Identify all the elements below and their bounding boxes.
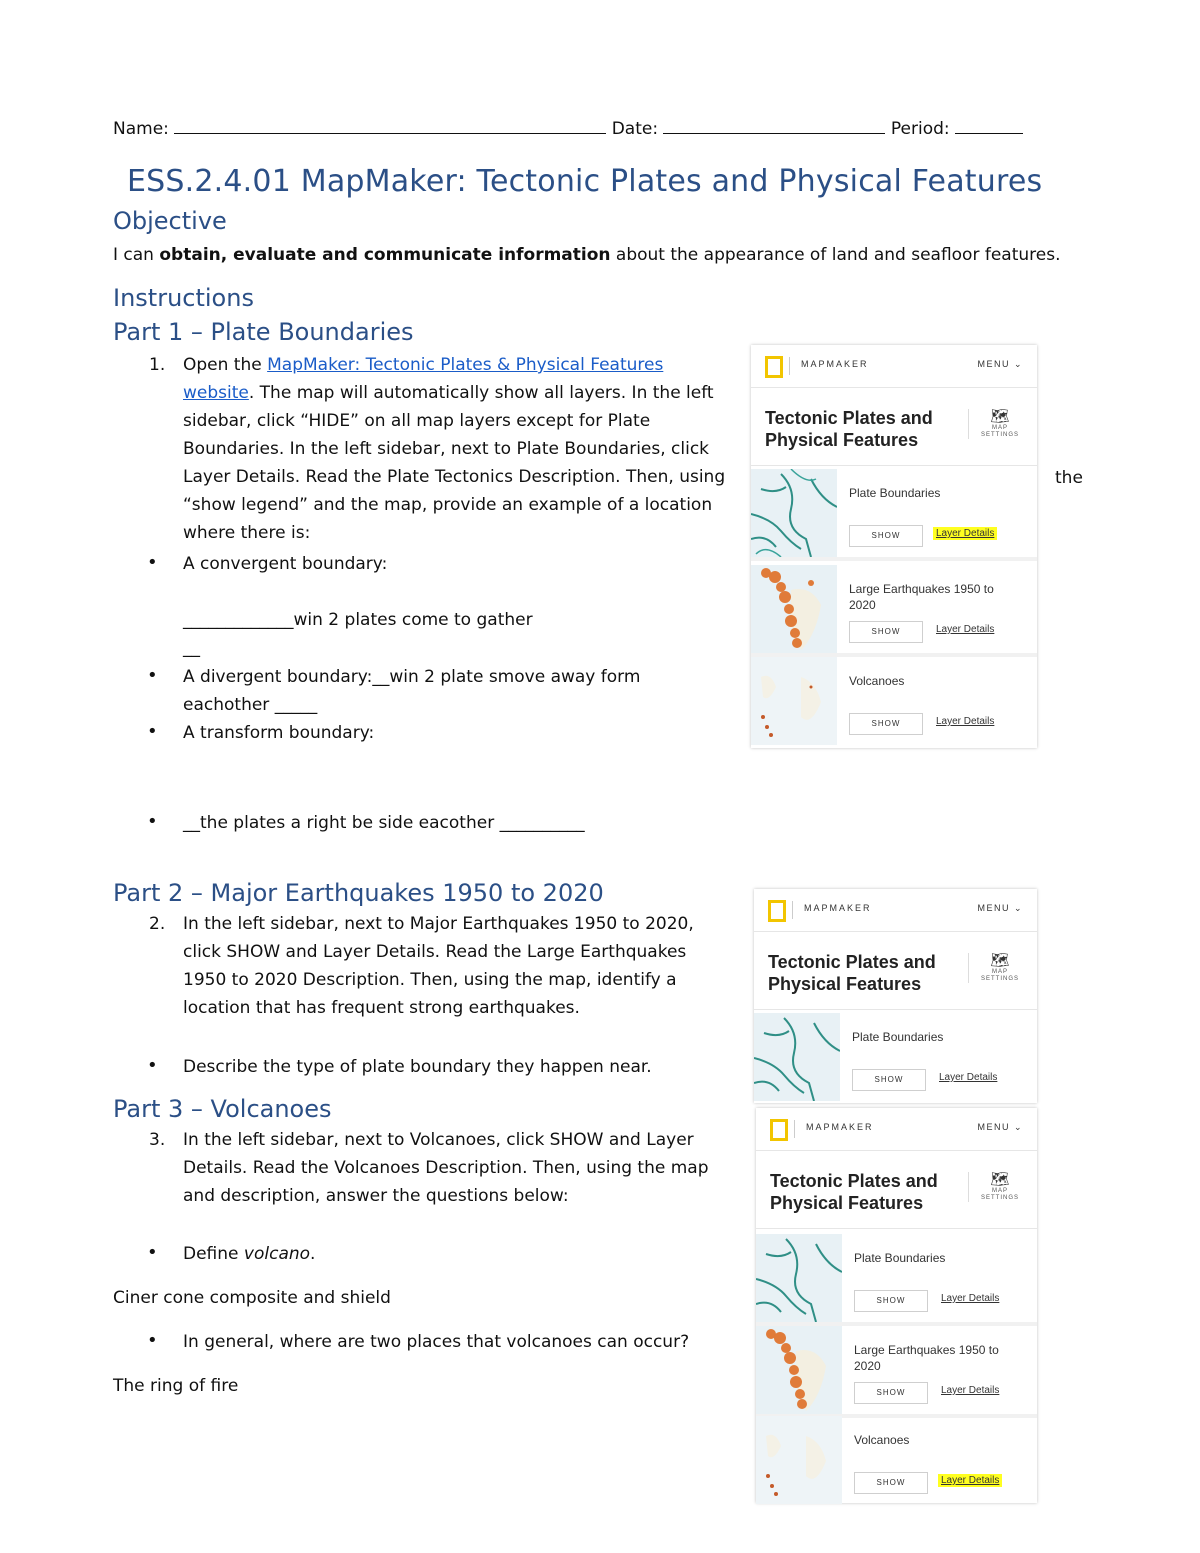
convergent-answer: _____________win 2 plates come to gather [183, 610, 533, 630]
show-button[interactable]: SHOW [849, 713, 923, 735]
layer-plate-boundaries [756, 1234, 1037, 1326]
answer-volcano-types: Ciner cone composite and shield [113, 1288, 391, 1308]
step-3-text: In the left sidebar, next to Volcanoes, click SHOW and Layer Details. Read the Volcanoes Description. Then, using the map and description, answer the questions below: [183, 1130, 709, 1206]
earthquakes-thumbnail [751, 565, 837, 653]
objective-heading: Objective [113, 207, 227, 235]
bullet-dot: • [147, 1330, 158, 1351]
layer-name: Volcanoes [849, 674, 905, 688]
menu-button[interactable]: MENU ⌄ [977, 1122, 1023, 1132]
name-field[interactable] [174, 115, 606, 134]
convergent-label: A convergent boundary: [183, 554, 388, 574]
layer-name: Plate Boundaries [854, 1251, 946, 1265]
part2-bullet: Describe the type of plate boundary they happen near. [183, 1057, 652, 1077]
mapmaker-brand: MAPMAKER [801, 359, 869, 369]
period-label: Period: [890, 119, 950, 139]
transform-label: A transform boundary: [183, 723, 375, 743]
define-volcano: Define volcano. [183, 1244, 316, 1264]
volcanoes-thumbnail [756, 1416, 842, 1504]
layer-name: Volcanoes [854, 1433, 910, 1447]
mapmaker-header [751, 345, 1037, 388]
natgeo-logo-icon [770, 1119, 788, 1141]
earthquakes-thumbnail [756, 1326, 842, 1414]
layer-large-earthquakes [756, 1326, 1037, 1418]
mapmaker-header [756, 1108, 1037, 1151]
map-icon: 🗺 [990, 408, 1010, 425]
layer-plate-boundaries [754, 1013, 1037, 1101]
transform-answer: __the plates a right be side eacother __________ [183, 813, 585, 833]
mapmaker-header [754, 889, 1037, 932]
layer-plate-boundaries [751, 469, 1037, 561]
layer-details-link[interactable]: Layer Details [936, 624, 995, 635]
map-settings-button[interactable]: 🗺 MAP SETTINGS [968, 953, 1025, 983]
map-title: Tectonic Plates and Physical Features [765, 408, 933, 450]
part2-heading: Part 2 – Major Earthquakes 1950 to 2020 [113, 879, 604, 907]
show-button[interactable]: SHOW [849, 525, 923, 547]
divergent-label: A divergent boundary:__win 2 plate smove away form [183, 667, 641, 687]
plate-boundaries-thumbnail [751, 469, 837, 557]
mapmaker-brand: MAPMAKER [804, 903, 872, 913]
step-number-3: 3. [149, 1130, 166, 1150]
instructions-heading: Instructions [113, 284, 254, 312]
answer-ring-of-fire: The ring of fire [113, 1376, 239, 1396]
map-title: Tectonic Plates and Physical Features [768, 952, 936, 994]
layer-name: Large Earthquakes 1950 to 2020 [854, 1343, 999, 1373]
question-volcano-places: In general, where are two places that volcanoes can occur? [183, 1332, 690, 1352]
map-icon: 🗺 [990, 1171, 1010, 1188]
bullet-dot: • [147, 721, 158, 742]
layer-name: Large Earthquakes 1950 to 2020 [849, 582, 994, 612]
volcanoes-thumbnail [751, 657, 837, 745]
show-button[interactable]: SHOW [852, 1069, 926, 1091]
objective-bold: obtain, evaluate and communicate information [159, 245, 611, 265]
part1-heading: Part 1 – Plate Boundaries [113, 318, 414, 346]
bullet-dot: • [147, 552, 158, 573]
page-title: ESS.2.4.01 MapMaker: Tectonic Plates and Physical Features [127, 164, 1043, 199]
natgeo-logo-icon [765, 356, 783, 378]
layer-details-link[interactable]: Layer Details [941, 1293, 1000, 1304]
layer-details-link[interactable]: Layer Details [939, 1072, 998, 1083]
bullet-dot: • [147, 1055, 158, 1076]
step-number-1: 1. [149, 355, 166, 375]
menu-button[interactable]: MENU ⌄ [977, 359, 1023, 369]
mapmaker-screenshot-3 [756, 1108, 1037, 1503]
show-button[interactable]: SHOW [854, 1382, 928, 1404]
map-settings-button[interactable]: 🗺 MAP SETTINGS [968, 409, 1025, 439]
convergent-answer-tail: __ [183, 638, 200, 658]
part3-heading: Part 3 – Volcanoes [113, 1095, 332, 1123]
map-settings-button[interactable]: 🗺 MAP SETTINGS [968, 1172, 1025, 1202]
stray-word: the [1055, 468, 1083, 488]
mapmaker-link[interactable]: MapMaker: Tectonic Plates & Physical Features [267, 355, 664, 375]
step-number-2: 2. [149, 914, 166, 934]
divergent-cont: eachother _____ [183, 695, 318, 715]
bullet-dot: • [147, 665, 158, 686]
layer-details-link[interactable]: Layer Details [941, 1385, 1000, 1396]
natgeo-logo-icon [768, 900, 786, 922]
show-button[interactable]: SHOW [854, 1290, 928, 1312]
layer-details-link[interactable]: Layer Details [938, 1474, 1002, 1487]
plate-boundaries-thumbnail [754, 1013, 840, 1101]
mapmaker-brand: MAPMAKER [806, 1122, 874, 1132]
period-field[interactable] [955, 115, 1023, 134]
date-field[interactable] [663, 115, 885, 134]
plate-boundaries-thumbnail [756, 1234, 842, 1322]
bullet-dot: • [147, 811, 158, 832]
step-1-text: Open the MapMaker: Tectonic Plates & Physical Features website. The map will automatically show all layers. In the left sidebar, click “HIDE” on all map layers except for Plate Boundaries. In the left sidebar, next to Plate Boundaries, click Layer Details. Read the Plate Tectonics Description. Then, using “show legend” and the map, provide an example of a location where there is: [183, 355, 726, 543]
map-icon: 🗺 [990, 952, 1010, 969]
layer-large-earthquakes [751, 565, 1037, 657]
show-button[interactable]: SHOW [849, 621, 923, 643]
layer-name: Plate Boundaries [852, 1030, 944, 1044]
show-button[interactable]: SHOW [854, 1472, 928, 1494]
layer-volcanoes [751, 657, 1037, 745]
layer-details-link[interactable]: Layer Details [933, 527, 997, 540]
mapmaker-screenshot-1 [751, 345, 1037, 748]
menu-button[interactable]: MENU ⌄ [977, 903, 1023, 913]
date-label: Date: [611, 119, 659, 139]
layer-volcanoes [756, 1416, 1037, 1504]
name-label: Name: [113, 119, 169, 139]
objective-text: I can obtain, evaluate and communicate information about the appearance of land and seafloor features. [113, 245, 1061, 265]
bullet-dot: • [147, 1242, 158, 1263]
step-2-text: In the left sidebar, next to Major Earthquakes 1950 to 2020, click SHOW and Layer Details. Read the Large Earthquakes 1950 to 2020 Description. Then, using the map, identify a location that has frequent strong earthquakes. [183, 914, 694, 1018]
layer-name: Plate Boundaries [849, 486, 941, 500]
mapmaker-screenshot-2 [754, 889, 1037, 1103]
website-link[interactable]: website [183, 383, 249, 403]
layer-details-link[interactable]: Layer Details [936, 716, 995, 727]
name-date-period-line [113, 115, 1033, 143]
map-title: Tectonic Plates and Physical Features [770, 1171, 938, 1213]
